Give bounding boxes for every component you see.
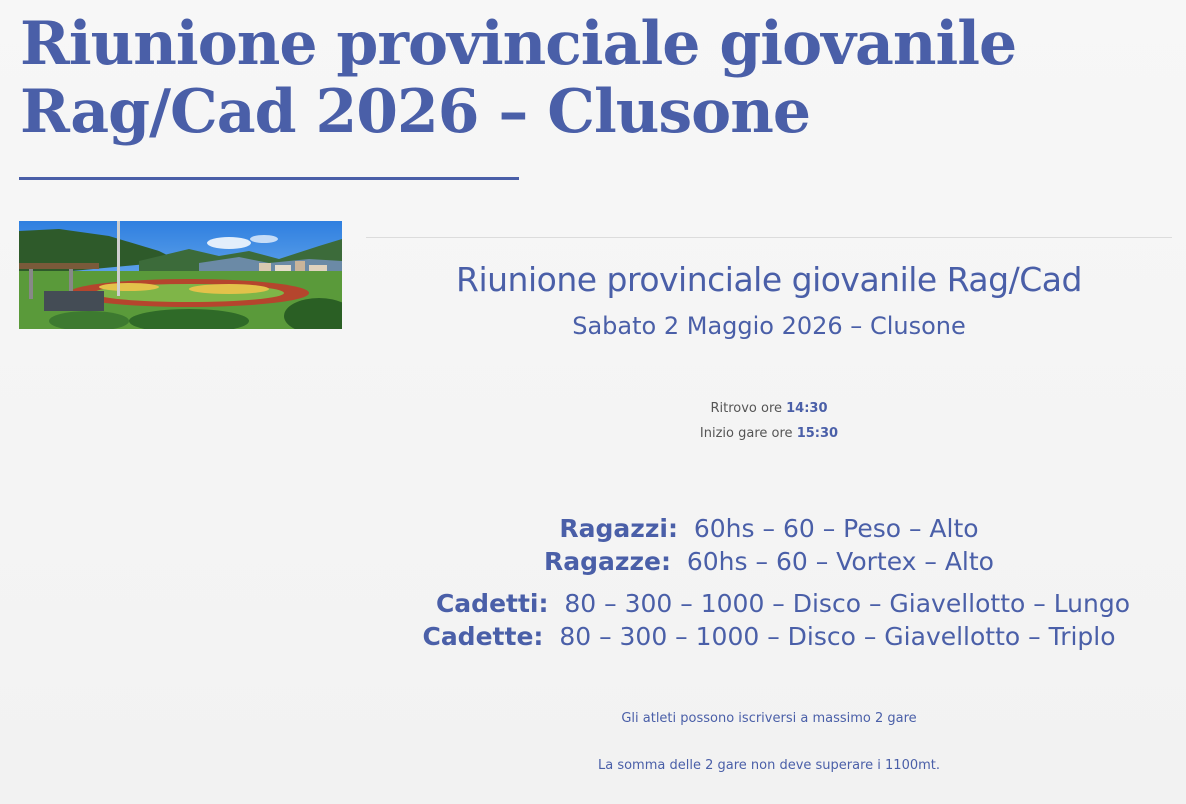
inizio-line [366, 425, 1172, 443]
category-line-cadetti [380, 588, 1186, 620]
note-max-events: Gli atleti possono iscriversi a massimo 2 gare [621, 711, 917, 726]
ritrovo-line [366, 400, 1172, 418]
category-line-ragazzi [366, 513, 1172, 545]
stadium-photo-icon [19, 221, 342, 329]
category-line-ragazze [366, 546, 1172, 578]
category-line-cadette [366, 621, 1172, 653]
category-name: Cadetti: [435, 589, 549, 618]
category-events: 60hs – 60 – Vortex – Alto [686, 547, 994, 576]
category-events: 80 – 300 – 1000 – Disco – Giavellotto – Lungo [564, 589, 1131, 618]
inizio-time: 15:30 [796, 426, 839, 441]
page-title-line1: Riunione provinciale giovanile [20, 9, 1017, 79]
category-events: 60hs – 60 – Peso – Alto [693, 514, 979, 543]
title-underline [19, 177, 519, 180]
category-name: Cadette: [422, 622, 544, 651]
category-name: Ragazzi: [559, 514, 678, 543]
ritrovo-label: Ritrovo ore [710, 401, 782, 416]
note-distance-limit: La somma delle 2 gare non deve superare i 1100mt. [597, 758, 941, 773]
event-subheading: Sabato 2 Maggio 2026 – Clusone [572, 312, 966, 340]
category-name: Ragazze: [544, 547, 671, 576]
event-heading: Riunione provinciale giovanile Rag/Cad [456, 260, 1082, 299]
inizio-label: Inizio gare ore [699, 426, 793, 441]
category-events: 80 – 300 – 1000 – Disco – Giavellotto – Triplo [559, 622, 1116, 651]
content-divider [366, 237, 1172, 238]
featured-image[interactable] [19, 221, 342, 329]
ritrovo-time: 14:30 [786, 401, 828, 416]
page-title-line2: Rag/Cad 2026 – Clusone [20, 77, 810, 147]
page-title [20, 10, 1020, 146]
